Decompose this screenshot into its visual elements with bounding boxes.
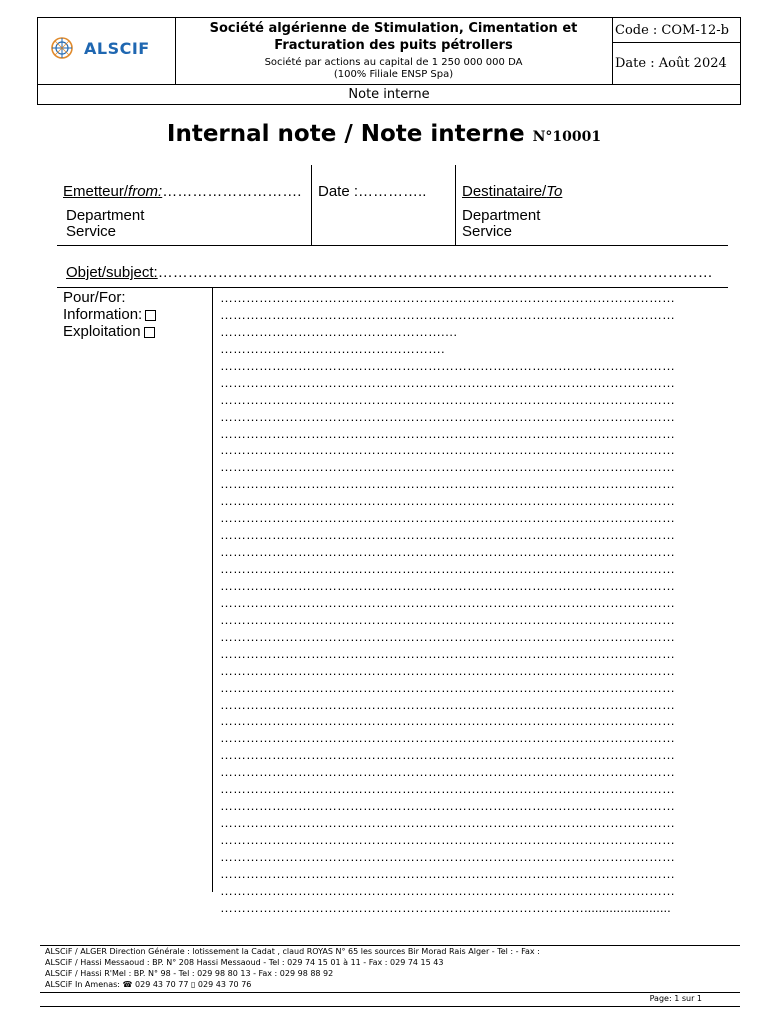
objet-label: Objet/subject:	[66, 264, 158, 281]
information-label: Information:	[63, 306, 143, 323]
body-line: ……………………………………………………………………………………………	[220, 476, 675, 492]
body-line: ……………………………………………………………………………………………	[220, 764, 675, 780]
footer-line: ALSCiF / Hassi Messaoud : BP. N° 208 Hassi Messaoud - Tel : 029 74 15 01 à 11 - Fax : 029 74 15 43	[45, 958, 444, 967]
body-line: ……………………………………………………………………………………………	[220, 679, 675, 695]
body-lines[interactable]	[220, 290, 720, 917]
doc-date: Date : Août 2024	[615, 56, 727, 71]
body-line: ……………………………………………………………………………………………	[220, 544, 675, 560]
body-line: ……………………………………………………………………………………………	[220, 442, 675, 458]
body-line: ……………………………………………………………………………………………	[220, 645, 675, 661]
body-line: ……………………………………………………………………………………………	[220, 662, 675, 678]
company-logo	[48, 36, 150, 60]
company-info-cell	[175, 18, 613, 84]
body-line: ……………………………………………………………………………………………	[220, 747, 675, 763]
body-line: ……………………………………………………………………………………………	[220, 865, 675, 881]
date-field[interactable]	[318, 183, 426, 200]
footer-divider	[40, 992, 740, 993]
exploitation-label: Exploitation	[63, 323, 141, 340]
body-line: ……………………………………………………………………………………………	[220, 611, 675, 627]
body-line: ……………………………………………………………………………………………	[220, 628, 675, 644]
logo-cell	[38, 18, 176, 84]
recipient-department-block	[462, 208, 540, 240]
recipient-department: Department	[462, 207, 541, 224]
exploitation-option[interactable]	[63, 323, 156, 340]
divider	[311, 165, 312, 245]
doc-type: Note interne	[38, 84, 740, 105]
doc-code: Code : COM-12-b	[612, 18, 740, 43]
divider	[57, 287, 728, 288]
sender-department-block	[66, 208, 144, 240]
body-line: ……………………………………………………………………………………………	[220, 510, 675, 526]
document-header	[37, 17, 741, 105]
divider	[212, 287, 213, 892]
footer-addresses	[45, 946, 540, 990]
body-line: ……………………………………………………………………………………………	[220, 713, 675, 729]
page-title	[0, 121, 768, 147]
company-name: Société algérienne de Stimulation, Cimentation et Fracturation des puits pétrollers	[209, 21, 578, 53]
emetteur-field[interactable]	[63, 183, 301, 200]
sender-department: Department	[66, 207, 145, 224]
sender-service: Service	[66, 223, 117, 240]
body-line: ……………………………………………………………………………………………	[220, 815, 675, 831]
body-line: …………………………………………………………………………........................	[220, 899, 671, 915]
derrick-icon	[48, 36, 80, 60]
emetteur-from: from:	[128, 183, 163, 200]
body-line: ……………………………………………………………………………………………	[220, 459, 675, 475]
recipient-service: Service	[462, 223, 513, 240]
divider	[57, 245, 728, 246]
body-line: ……………………………………………………………………………………………	[220, 408, 675, 424]
page-number: Page: 1 sur 1	[649, 994, 702, 1003]
destinataire-label: Destinataire/	[462, 183, 547, 200]
body-line: …………………………………………….…	[220, 323, 458, 339]
information-option[interactable]	[63, 306, 156, 323]
objet-field[interactable]	[66, 264, 713, 281]
body-line: ……………………………………………………………………………………………	[220, 391, 675, 407]
body-line: ……………………………………………………………………………………………	[220, 696, 675, 712]
body-line: ……………………………………………………………………………………………	[220, 577, 675, 593]
exploitation-checkbox[interactable]	[144, 327, 155, 338]
note-number: N°10001	[532, 129, 602, 145]
information-checkbox[interactable]	[145, 310, 156, 321]
emetteur-dots: ……………………….	[162, 183, 302, 200]
body-line: ……………………………………………………………………………………………	[220, 527, 675, 543]
body-line: ……………………………………………………………………………………………	[220, 425, 675, 441]
body-line: ……………………………………………………………………………………………	[220, 561, 675, 576]
body-line: ……………………………………………………………………………………………	[220, 290, 675, 305]
footer-line: ALSCiF / ALGER Direction Générale : lotissement la Cadat , claud ROYAS N° 65 les sources Bir Morad Rais Alger - Tel : - Fax :	[45, 947, 540, 956]
footer-line: ALSCiF In Amenas: ☎ 029 43 70 77 ▯ 029 43 70 76	[45, 980, 252, 989]
title-main: Internal note / Note interne	[166, 121, 525, 147]
body-line: …………………………………………….	[220, 340, 445, 356]
body-line: ……………………………………………………………………………………………	[220, 730, 675, 746]
pour-block	[63, 289, 156, 340]
company-filiale: (100% Filiale ENSP Spa)	[333, 69, 454, 80]
body-line: ……………………………………………………………………………………………	[220, 798, 675, 814]
body-line: ……………………………………………………………………………………………	[220, 357, 675, 373]
body-line: ……………………………………………………………………………………………	[220, 832, 675, 847]
body-line: ……………………………………………………………………………………………	[220, 594, 675, 610]
objet-dots: …………………………………………………………………………………………………	[157, 264, 713, 281]
destinataire-field[interactable]	[462, 183, 562, 200]
destinataire-to: To	[546, 183, 563, 200]
body-line: ……………………………………………………………………………………………	[220, 781, 675, 797]
body-line: ……………………………………………………………………………………………	[220, 493, 675, 509]
divider	[455, 165, 456, 245]
company-capital: Société par actions au capital de 1 250 000 000 DA	[264, 57, 523, 68]
body-line: ……………………………………………………………………………………………	[220, 882, 675, 898]
logo-wordmark: ALSCIF	[84, 38, 150, 58]
date-label: Date :	[318, 183, 359, 200]
body-line: ……………………………………………………………………………………………	[220, 848, 675, 864]
footer-divider	[40, 1006, 740, 1007]
date-dots: …………..	[358, 183, 427, 200]
footer-line: ALSCiF / Hassi R'Mel : BP. N° 98 - Tel : 029 98 80 13 - Fax : 029 98 88 92	[45, 969, 334, 978]
body-line: ……………………………………………………………………………………………	[220, 374, 675, 390]
body-line: ……………………………………………………………………………………………	[220, 306, 675, 322]
doc-meta-cell	[612, 18, 740, 84]
pour-label: Pour/For:	[63, 289, 126, 306]
emetteur-label: Emetteur/	[63, 183, 129, 200]
